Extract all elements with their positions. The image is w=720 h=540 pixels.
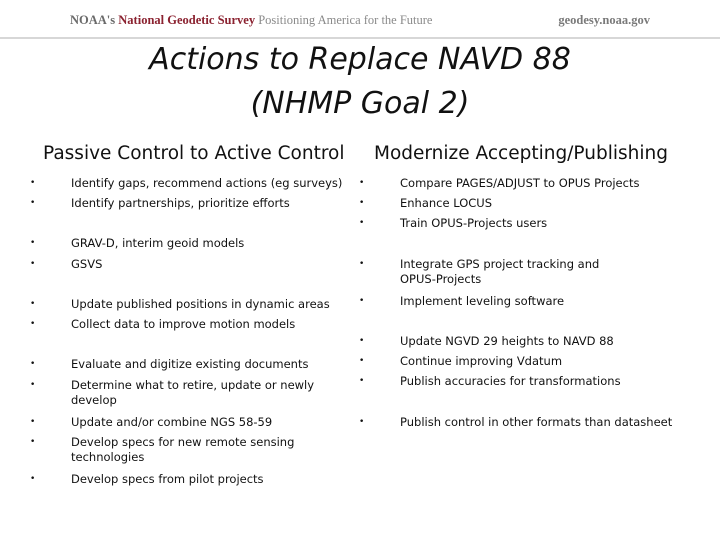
- bullet-icon: •: [359, 259, 365, 269]
- left-item-text: Evaluate and digitize existing documents: [71, 357, 309, 371]
- right-item-text: Publish accuracies for transformations: [400, 374, 621, 388]
- left-item-text: Develop specs for new remote sensing technologies: [71, 435, 295, 464]
- bullet-icon: •: [359, 336, 365, 346]
- left-item-text: Identify partnerships, prioritize efforts: [71, 196, 290, 210]
- left-item-text: GRAV-D, interim geoid models: [71, 236, 245, 250]
- bullet-icon: •: [30, 299, 36, 309]
- right-item-text: Publish control in other formats than datasheet: [400, 415, 673, 429]
- right-item-text: Update NGVD 29 heights to NAVD 88: [400, 334, 614, 348]
- slide-title-line2: (NHMP Goal 2): [250, 86, 470, 121]
- bullet-icon: •: [30, 437, 36, 447]
- bullet-icon: •: [30, 474, 36, 484]
- left-column-heading: Passive Control to Active Control: [43, 143, 345, 164]
- left-item-text: Collect data to improve motion models: [71, 317, 296, 331]
- right-item-text: Train OPUS-Projects users: [400, 216, 548, 230]
- left-item-text: GSVS: [71, 257, 103, 271]
- bullet-icon: •: [359, 417, 365, 427]
- bullet-icon: •: [30, 178, 36, 188]
- right-item-text: Integrate GPS project tracking and OPUS-Projects: [400, 257, 600, 286]
- bullet-icon: •: [30, 359, 36, 369]
- bullet-icon: •: [30, 417, 36, 427]
- bullet-icon: •: [30, 319, 36, 329]
- right-item-text: Compare PAGES/ADJUST to OPUS Projects: [400, 176, 640, 190]
- right-item-text: Continue improving Vdatum: [400, 354, 563, 368]
- bullet-icon: •: [30, 238, 36, 248]
- right-column-heading: Modernize Accepting/Publishing: [374, 143, 668, 164]
- bullet-icon: •: [359, 178, 365, 188]
- bullet-icon: •: [30, 380, 36, 390]
- bullet-icon: •: [359, 376, 365, 386]
- site-url: geodesy.noaa.gov: [558, 13, 650, 27]
- slide-title-line1: Actions to Replace NAVD 88: [149, 42, 571, 77]
- bullet-icon: •: [30, 198, 36, 208]
- right-item-text: Enhance LOCUS: [400, 196, 493, 210]
- right-item-text: Implement leveling software: [400, 294, 565, 308]
- bullet-icon: •: [359, 296, 365, 306]
- header-divider: [0, 37, 720, 39]
- left-item-text: Identify gaps, recommend actions (eg surveys): [71, 176, 343, 190]
- bullet-icon: •: [359, 218, 365, 228]
- left-item-text: Develop specs from pilot projects: [71, 472, 264, 486]
- ngs-logo: NOAA's National Geodetic Survey Positioning America for the Future: [70, 13, 433, 27]
- left-item-text: Update published positions in dynamic areas: [71, 297, 330, 311]
- bullet-icon: •: [30, 259, 36, 269]
- left-item-text: Update and/or combine NGS 58-59: [71, 415, 273, 429]
- left-item-text: Determine what to retire, update or newly develop: [71, 378, 315, 407]
- bullet-icon: •: [359, 198, 365, 208]
- bullet-icon: •: [359, 356, 365, 366]
- slide-header: [0, 0, 720, 42]
